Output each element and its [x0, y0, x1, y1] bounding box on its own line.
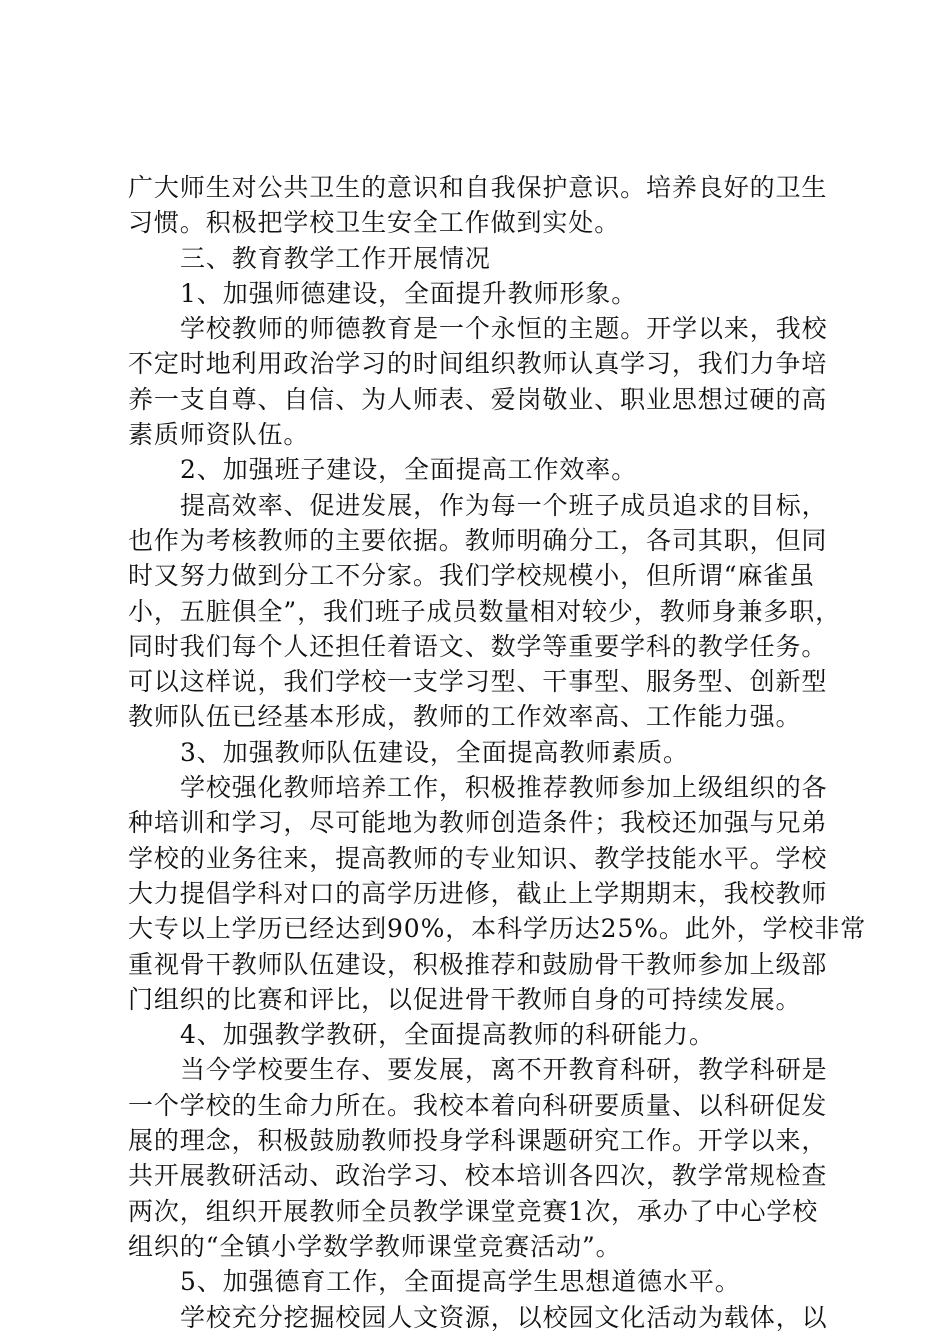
text-line: 重视骨干教师队伍建设，积极推荐和鼓励骨干教师参加上级部 [128, 949, 828, 979]
text-line: 广大师生对公共卫生的意识和自我保护意识。培养良好的卫生 [128, 173, 828, 202]
text-line: 1、加强师德建设，全面提升教师形象。 [180, 278, 638, 308]
text-line: 种培训和学习，尽可能地为教师创造条件；我校还加强与兄弟 [128, 808, 828, 838]
text-line: 共开展教研活动、政治学习、校本培训各四次，教学常规检查 [128, 1161, 828, 1191]
text-line: 门组织的比赛和评比，以促进骨干教师自身的可持续发展。 [128, 984, 802, 1014]
text-line: 同时我们每个人还担任着语文、数学等重要学科的教学任务。 [128, 631, 828, 661]
text-line: 4、加强教学教研，全面提高教师的科研能力。 [180, 1020, 715, 1050]
text-line: 习惯。积极把学校卫生安全工作做到实处。 [128, 208, 621, 238]
text-line: 也作为考核教师的主要依据。教师明确分工，各司其职，但同 [128, 525, 828, 555]
text-line: 5、加强德育工作，全面提高学生思想道德水平。 [180, 1267, 741, 1297]
document-body [128, 170, 867, 1335]
text-line: 养一支自尊、自信、为人师表、爱岗敬业、职业思想过硬的高 [128, 384, 828, 414]
text-line: 大专以上学历已经达到90%，本科学历达25%。此外，学校非常 [128, 914, 867, 944]
text-line: 素质师资队伍。 [128, 420, 310, 450]
text-line: 学校强化教师培养工作，积极推荐教师参加上级组织的各 [180, 773, 828, 803]
text-line: 大力提倡学科对口的高学历进修，截止上学期期末，我校教师 [128, 878, 828, 908]
text-line: 小，五脏俱全”，我们班子成员数量相对较少，教师身兼多职， [128, 596, 841, 626]
text-line: 教师队伍已经基本形成，教师的工作效率高、工作能力强。 [128, 702, 802, 732]
text-line: 学校教师的师德教育是一个永恒的主题。开学以来，我校 [180, 314, 828, 344]
text-line: 学校充分挖掘校园人文资源，以校园文化活动为载体，以 [180, 1302, 828, 1332]
text-line: 三、教育教学工作开展情况 [180, 243, 491, 273]
text-line: 时又努力做到分工不分家。我们学校规模小，但所谓“麻雀虽 [128, 561, 816, 591]
text-line: 不定时地利用政治学习的时间组织教师认真学习，我们力争培 [128, 349, 828, 379]
text-line: 提高效率、促进发展，作为每一个班子成员追求的目标， [180, 490, 828, 520]
text-line: 2、加强班子建设，全面提高工作效率。 [180, 455, 638, 485]
text-line: 展的理念，积极鼓励教师投身学科课题研究工作。开学以来， [128, 1126, 828, 1156]
text-line: 当今学校要生存、要发展，离不开教育科研，教学科研是 [180, 1055, 828, 1085]
text-line: 组织的“全镇小学数学教师课堂竞赛活动”。 [128, 1231, 622, 1261]
text-line: 两次，组织开展教师全员教学课堂竞赛1次，承办了中心学校 [128, 1196, 819, 1226]
text-line: 3、加强教师队伍建设，全面提高教师素质。 [180, 737, 689, 767]
text-line: 一个学校的生命力所在。我校本着向科研要质量、以科研促发 [128, 1090, 828, 1120]
text-line: 学校的业务往来，提高教师的专业知识、教学技能水平。学校 [128, 843, 828, 873]
text-line: 可以这样说，我们学校一支学习型、干事型、服务型、创新型 [128, 667, 828, 697]
